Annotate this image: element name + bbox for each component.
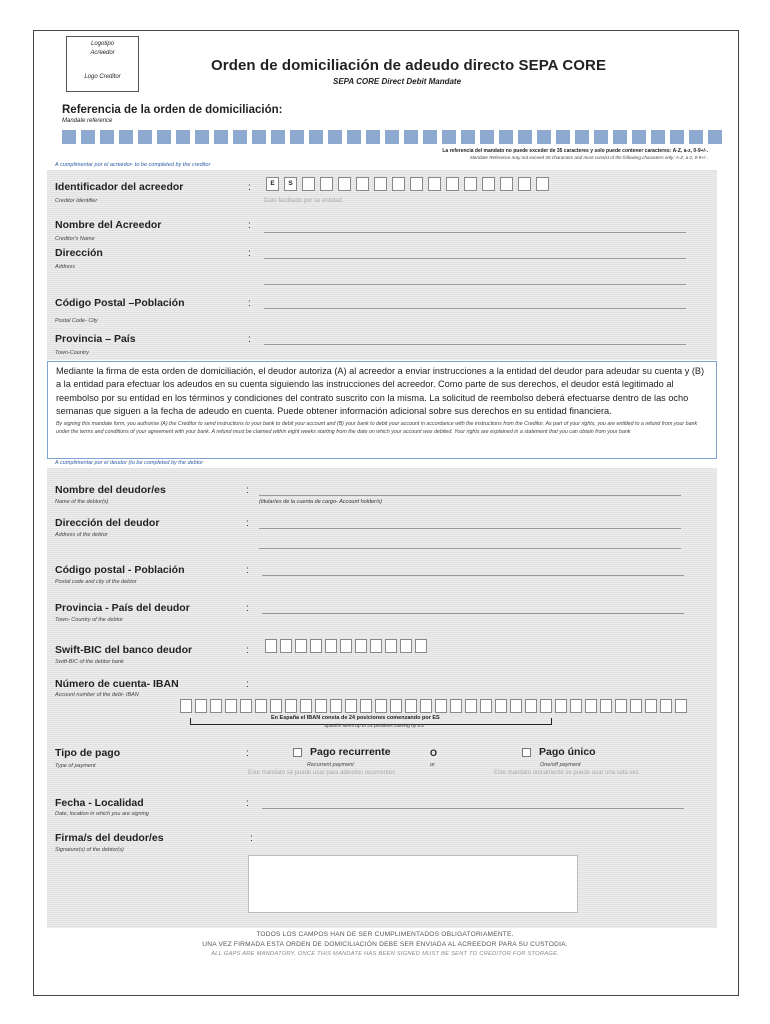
- recurrent-payment-hint: Este mandato se puede usar para adeudos recurrentes: [248, 770, 396, 776]
- reference-char-box[interactable]: [195, 130, 209, 144]
- iban-char-box[interactable]: [300, 699, 312, 713]
- reference-char-box[interactable]: [347, 130, 361, 144]
- legal-text-es: Mediante la firma de esta orden de domiciliación, el deudor autoriza (A) al acreedor a enviar instrucciones a la entidad del deudor para adeudar su cuenta y (B) a la entidad para efectuar los adeudos en su cuenta siguiendo las instrucciones del acreedor. Como parte de sus derechos, el deudor está legitimado al reembolso por su entidad en los términos y condiciones del contrato suscrito con la misma. La solicitud de reembolso deberá efectuarse dentro de las ocho semanas que siguen a la fecha de adeudo en cuenta. Puede obtener información adicional sobre sus derechos en su entidad financiera.: [56, 366, 705, 417]
- iban-char-box[interactable]: [375, 699, 387, 713]
- swift-char-box[interactable]: [400, 639, 412, 653]
- creditor-identifier-hint: Dato facilitado por su entidad.: [264, 198, 344, 204]
- iban-char-box[interactable]: [510, 699, 522, 713]
- iban-char-box[interactable]: [645, 699, 657, 713]
- swift-char-box[interactable]: [370, 639, 382, 653]
- creditor-identifier-char-box[interactable]: [500, 177, 513, 191]
- reference-char-box[interactable]: [613, 130, 627, 144]
- swift-char-box[interactable]: [385, 639, 397, 653]
- creditor-address-input-2[interactable]: [264, 284, 686, 285]
- or-separator-en: or: [430, 762, 435, 768]
- creditor-identifier-char-box[interactable]: [518, 177, 531, 191]
- logo-text-line3: Logo Creditor: [84, 74, 121, 80]
- debtor-iban-sublabel: Account number of the debt- IBAN: [55, 692, 139, 698]
- creditor-identifier-char-box[interactable]: [320, 177, 333, 191]
- legal-text-box: [47, 361, 717, 459]
- debtor-iban-label: Número de cuenta- IBAN: [55, 678, 179, 690]
- reference-char-box[interactable]: [309, 130, 323, 144]
- creditor-identifier-char-box[interactable]: [392, 177, 405, 191]
- colon: :: [246, 518, 249, 529]
- iban-char-box[interactable]: [345, 699, 357, 713]
- iban-char-box[interactable]: [570, 699, 582, 713]
- debtor-swift-sublabel: Swift-BIC of the debtor bank: [55, 659, 124, 665]
- creditor-identifier-char-box[interactable]: [446, 177, 459, 191]
- reference-char-box[interactable]: [233, 130, 247, 144]
- mandate-reference-subtitle: Mandate reference: [62, 118, 113, 124]
- creditor-identifier-char-box[interactable]: [302, 177, 315, 191]
- colon: :: [246, 603, 249, 614]
- reference-char-box[interactable]: [62, 130, 76, 144]
- colon: :: [246, 565, 249, 576]
- iban-char-box[interactable]: [435, 699, 447, 713]
- creditor-identifier-label: Identificador del acreedor: [55, 181, 184, 193]
- form-subtitle: SEPA CORE Direct Debit Mandate: [333, 77, 462, 86]
- reference-char-box[interactable]: [651, 130, 665, 144]
- debtor-name-label: Nombre del deudor/es: [55, 484, 166, 496]
- iban-char-box[interactable]: [465, 699, 477, 713]
- creditor-identifier-char-box[interactable]: [464, 177, 477, 191]
- mandate-reference-title: Referencia de la orden de domiciliación:: [62, 104, 283, 116]
- iban-char-box[interactable]: [630, 699, 642, 713]
- colon: :: [248, 334, 251, 345]
- reference-char-box[interactable]: [423, 130, 437, 144]
- swift-char-box[interactable]: [325, 639, 337, 653]
- iban-char-box[interactable]: [270, 699, 282, 713]
- reference-char-box[interactable]: [480, 130, 494, 144]
- creditor-postal-sublabel: Postal Code- City: [55, 318, 98, 324]
- reference-char-box[interactable]: [328, 130, 342, 144]
- iban-char-box[interactable]: [660, 699, 672, 713]
- iban-char-box[interactable]: [225, 699, 237, 713]
- creditor-identifier-sublabel: Creditor Identifier: [55, 198, 98, 204]
- iban-char-box[interactable]: [195, 699, 207, 713]
- debtor-iban-boxes[interactable]: [180, 699, 690, 713]
- creditor-identifier-char-box[interactable]: [410, 177, 423, 191]
- debtor-address-label: Dirección del deudor: [55, 517, 160, 529]
- reference-char-box[interactable]: [176, 130, 190, 144]
- iban-char-box[interactable]: [405, 699, 417, 713]
- reference-char-box[interactable]: [442, 130, 456, 144]
- creditor-panel: [47, 170, 717, 360]
- creditor-logo-placeholder: [66, 36, 139, 92]
- iban-char-box[interactable]: [390, 699, 402, 713]
- reference-char-box[interactable]: [81, 130, 95, 144]
- iban-char-box[interactable]: [600, 699, 612, 713]
- creditor-name-sublabel: Creditor's Name: [55, 236, 95, 242]
- creditor-identifier-boxes[interactable]: [266, 177, 554, 191]
- debtor-swift-boxes[interactable]: [265, 639, 430, 653]
- creditor-identifier-char-box[interactable]: [482, 177, 495, 191]
- signature-sublabel: Signature(s) of the debtor(s): [55, 847, 124, 853]
- creditor-identifier-char-box[interactable]: [536, 177, 549, 191]
- iban-char-box[interactable]: [540, 699, 552, 713]
- colon: :: [248, 220, 251, 231]
- creditor-identifier-char-box[interactable]: [428, 177, 441, 191]
- iban-char-box[interactable]: [480, 699, 492, 713]
- oneoff-payment-label: Pago único: [539, 746, 596, 758]
- iban-char-box[interactable]: [180, 699, 192, 713]
- oneoff-payment-sublabel: One/off payment: [540, 762, 581, 768]
- iban-char-box[interactable]: [615, 699, 627, 713]
- reference-char-box[interactable]: [404, 130, 418, 144]
- or-separator-es: O: [430, 748, 438, 758]
- iban-char-box[interactable]: [555, 699, 567, 713]
- iban-char-box[interactable]: [240, 699, 252, 713]
- footer-line-3: ALL GAPS ARE MANDATORY. ONCE THIS MANDATE HAS BEEN SIGNED MUST BE SENT TO CREDITOR FOR STORAGE.: [211, 951, 559, 957]
- mandate-reference-note-es: La referencia del mandato no puede exceder de 35 caracteres y solo puede contener caracteres: A-Z, a-z, 0-9+/-.: [442, 148, 708, 154]
- footer-line-2: UNA VEZ FIRMADA ESTA ORDEN DE DOMICILIACIÓN DEBE SER ENVIADA AL ACREEDOR PARA SU CUSTODIA.: [202, 941, 568, 948]
- oneoff-payment-hint: Este mandato únicamente se puede usar una sola vez: [494, 770, 639, 776]
- creditor-province-sublabel: Town-Country: [55, 350, 90, 356]
- creditor-section-label: A cumplimentar por el acreedor- to be completed by the creditor: [55, 162, 211, 168]
- creditor-identifier-char-box[interactable]: S: [284, 177, 297, 191]
- iban-char-box[interactable]: [450, 699, 462, 713]
- creditor-name-input[interactable]: [264, 232, 686, 233]
- legal-text-en: By signing this mandate form, you authorise (A) the Creditor to send instructions to your bank to debit your account and (B) your bank to debit your account in accordance with the instructions from the Creditor. As part of your rights, you are entitled to a refund from your bank under the terms and conditions of your agreement with your bank. A refund must be claimed within eight weeks starting from the date on which your account was debited. Your rights are explained in a statement that you can obtain from your bank: [56, 420, 698, 435]
- iban-char-box[interactable]: [495, 699, 507, 713]
- swift-char-box[interactable]: [265, 639, 277, 653]
- iban-char-box[interactable]: [330, 699, 342, 713]
- creditor-identifier-char-box[interactable]: [374, 177, 387, 191]
- swift-char-box[interactable]: [340, 639, 352, 653]
- swift-char-box[interactable]: [280, 639, 292, 653]
- debtor-name-sublabel: Name of the debtor(s): [55, 499, 109, 505]
- debtor-province-input[interactable]: [262, 613, 684, 614]
- iban-note-en: Spanish IBAN up to 24 positions starting by ES: [324, 724, 424, 729]
- date-location-sublabel: Date, location in which you are signing: [55, 811, 149, 817]
- colon: :: [246, 679, 249, 690]
- creditor-province-label: Provincia – País: [55, 333, 136, 345]
- mandate-reference-boxes[interactable]: [62, 130, 722, 144]
- footer-line-1: TODOS LOS CAMPOS HAN DE SER CUMPLIMENTADOS OBLIGATORIAMENTE.: [256, 931, 514, 938]
- recurrent-payment-sublabel: Recurrent payment: [307, 762, 354, 768]
- debtor-swift-label: Swift-BIC del banco deudor: [55, 644, 193, 656]
- creditor-identifier-char-box[interactable]: E: [266, 177, 279, 191]
- debtor-section-label: A cumplimentar por el deudor (to be completed by the debtor: [55, 460, 204, 466]
- debtor-name-input[interactable]: [259, 495, 681, 496]
- creditor-identifier-char-box[interactable]: [356, 177, 369, 191]
- date-location-label: Fecha - Localidad: [55, 797, 144, 809]
- reference-char-box[interactable]: [461, 130, 475, 144]
- recurrent-payment-option[interactable]: [293, 746, 391, 758]
- iban-char-box[interactable]: [420, 699, 432, 713]
- colon: :: [246, 485, 249, 496]
- colon: :: [246, 645, 249, 656]
- debtor-province-sublabel: Town- Country of the debtor: [55, 617, 123, 623]
- reference-char-box[interactable]: [214, 130, 228, 144]
- iban-char-box[interactable]: [525, 699, 537, 713]
- swift-char-box[interactable]: [310, 639, 322, 653]
- oneoff-payment-checkbox[interactable]: [522, 748, 531, 757]
- reference-char-box[interactable]: [366, 130, 380, 144]
- signature-label: Firma/s del deudor/es: [55, 832, 164, 844]
- reference-char-box[interactable]: [119, 130, 133, 144]
- iban-char-box[interactable]: [315, 699, 327, 713]
- mandate-reference-note-en: Mandate Reference may not exceed 35 characters and must consist of the following characters only: A-Z, a-z, 0-9+/-.: [470, 155, 708, 160]
- creditor-province-input[interactable]: [264, 344, 686, 345]
- debtor-address-input-1[interactable]: [259, 528, 681, 529]
- swift-char-box[interactable]: [415, 639, 427, 653]
- colon: :: [248, 182, 251, 193]
- reference-char-box[interactable]: [708, 130, 722, 144]
- payment-type-label: Tipo de pago: [55, 747, 121, 759]
- debtor-postal-label: Código postal - Población: [55, 564, 185, 576]
- reference-char-box[interactable]: [670, 130, 684, 144]
- iban-char-box[interactable]: [255, 699, 267, 713]
- date-location-input[interactable]: [262, 808, 684, 809]
- swift-char-box[interactable]: [295, 639, 307, 653]
- iban-note-es: En España el IBAN consta de 24 posiciones comenzando por ES: [271, 715, 440, 721]
- debtor-name-hint: (titular/es de la cuenta de cargo- Account holder/s): [259, 499, 383, 505]
- creditor-postal-label: Código Postal –Población: [55, 297, 185, 309]
- iban-char-box[interactable]: [285, 699, 297, 713]
- iban-char-box[interactable]: [585, 699, 597, 713]
- reference-char-box[interactable]: [499, 130, 513, 144]
- debtor-postal-input[interactable]: [262, 575, 684, 576]
- reference-char-box[interactable]: [138, 130, 152, 144]
- debtor-postal-sublabel: Postal code and city of the debtor: [55, 579, 137, 585]
- payment-type-sublabel: Type of payment: [55, 763, 96, 769]
- reference-char-box[interactable]: [575, 130, 589, 144]
- creditor-name-label: Nombre del Acreedor: [55, 219, 162, 231]
- reference-char-box[interactable]: [385, 130, 399, 144]
- signature-box[interactable]: [248, 855, 578, 913]
- creditor-identifier-char-box[interactable]: [338, 177, 351, 191]
- iban-char-box[interactable]: [210, 699, 222, 713]
- creditor-address-sublabel: Address: [55, 264, 76, 270]
- swift-char-box[interactable]: [355, 639, 367, 653]
- colon: :: [246, 748, 249, 759]
- colon: :: [246, 798, 249, 809]
- creditor-address-label: Dirección: [55, 247, 103, 259]
- debtor-province-label: Provincia - País del deudor: [55, 602, 190, 614]
- colon: :: [248, 248, 251, 259]
- logo-text-line2: Acreedor: [90, 50, 115, 56]
- recurrent-payment-checkbox[interactable]: [293, 748, 302, 757]
- colon: :: [248, 298, 251, 309]
- colon: :: [250, 833, 253, 844]
- reference-char-box[interactable]: [290, 130, 304, 144]
- reference-char-box[interactable]: [518, 130, 532, 144]
- debtor-address-sublabel: Address of the debtor: [55, 532, 108, 538]
- reference-char-box[interactable]: [689, 130, 703, 144]
- oneoff-payment-option[interactable]: [522, 746, 596, 758]
- logo-text-line1: Logotipo: [90, 41, 115, 47]
- reference-char-box[interactable]: [632, 130, 646, 144]
- reference-char-box[interactable]: [594, 130, 608, 144]
- form-title: Orden de domiciliación de adeudo directo SEPA CORE: [211, 57, 607, 74]
- iban-char-box[interactable]: [360, 699, 372, 713]
- reference-char-box[interactable]: [271, 130, 285, 144]
- reference-char-box[interactable]: [252, 130, 266, 144]
- iban-char-box[interactable]: [675, 699, 687, 713]
- recurrent-payment-label: Pago recurrente: [310, 746, 391, 758]
- reference-char-box[interactable]: [556, 130, 570, 144]
- reference-char-box[interactable]: [100, 130, 114, 144]
- creditor-address-input-1[interactable]: [264, 258, 686, 259]
- debtor-address-input-2[interactable]: [259, 548, 681, 549]
- reference-char-box[interactable]: [157, 130, 171, 144]
- reference-char-box[interactable]: [537, 130, 551, 144]
- creditor-postal-input[interactable]: [264, 308, 686, 309]
